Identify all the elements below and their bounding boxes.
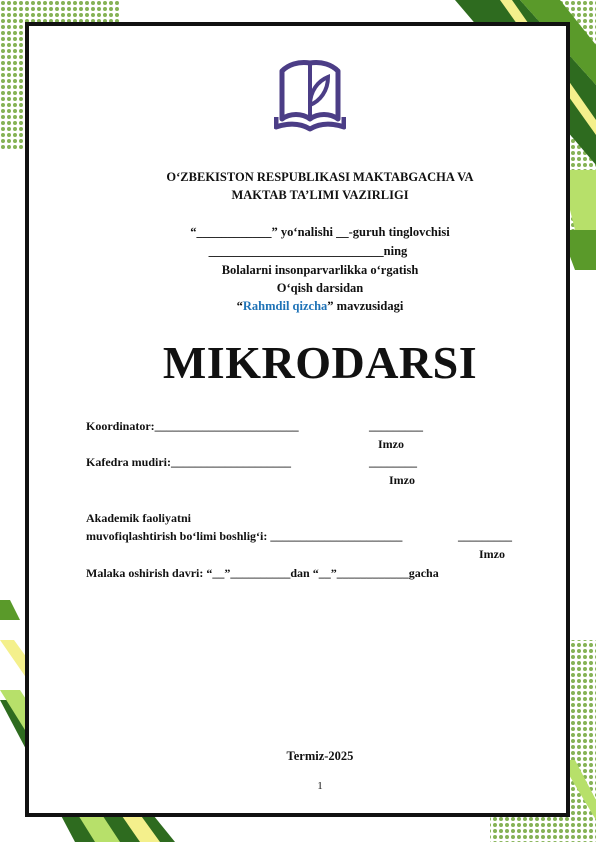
document-title: MIKRODARSI [162,337,478,388]
ministry-line-1: O‘ZBEKISTON RESPUBLIKASI MAKTABGACHA VA [166,170,474,184]
direction-line: “____________” yo‘nalishi __-guruh tinglovchisi [190,225,450,239]
topic-open-quote: “ [236,299,243,313]
course-name: Bolalarni insonparvarlikka o‘rgatish [221,263,419,277]
head-signature-line: ________ [369,455,417,469]
book-leaf-logo-icon [274,57,346,137]
academic-signature-line: _________ [458,529,512,543]
training-period-line: Malaka oshirish davri: “__”__________dan “__”____________gacha [86,566,439,580]
academic-line-2: muvofiqlashtirish bo‘limi boshlig‘i: ______________________ [86,529,403,543]
city-year: Termiz-2025 [286,749,354,763]
lesson-name: O‘qish darsidan [276,281,364,295]
topic-suffix: ” mavzusidagi [327,299,404,313]
coordinator-line: Koordinator:________________________ [86,419,299,433]
topic-name: Rahmdil qizcha [242,299,328,313]
coordinator-signature-line: _________ [369,419,423,433]
page-number: 1 [317,780,323,792]
student-name-line: ____________________________ning [208,244,408,258]
head-imzo-label: Imzo [389,473,415,487]
academic-imzo-label: Imzo [479,547,505,561]
coordinator-imzo-label: Imzo [378,437,404,451]
topic-line [22,299,596,314]
head-of-department-line: Kafedra mudiri:____________________ [86,455,291,469]
academic-line-1: Akademik faoliyatni [86,511,192,525]
ministry-line-2: MAKTAB TA’LIMI VAZIRLIGI [231,188,409,202]
